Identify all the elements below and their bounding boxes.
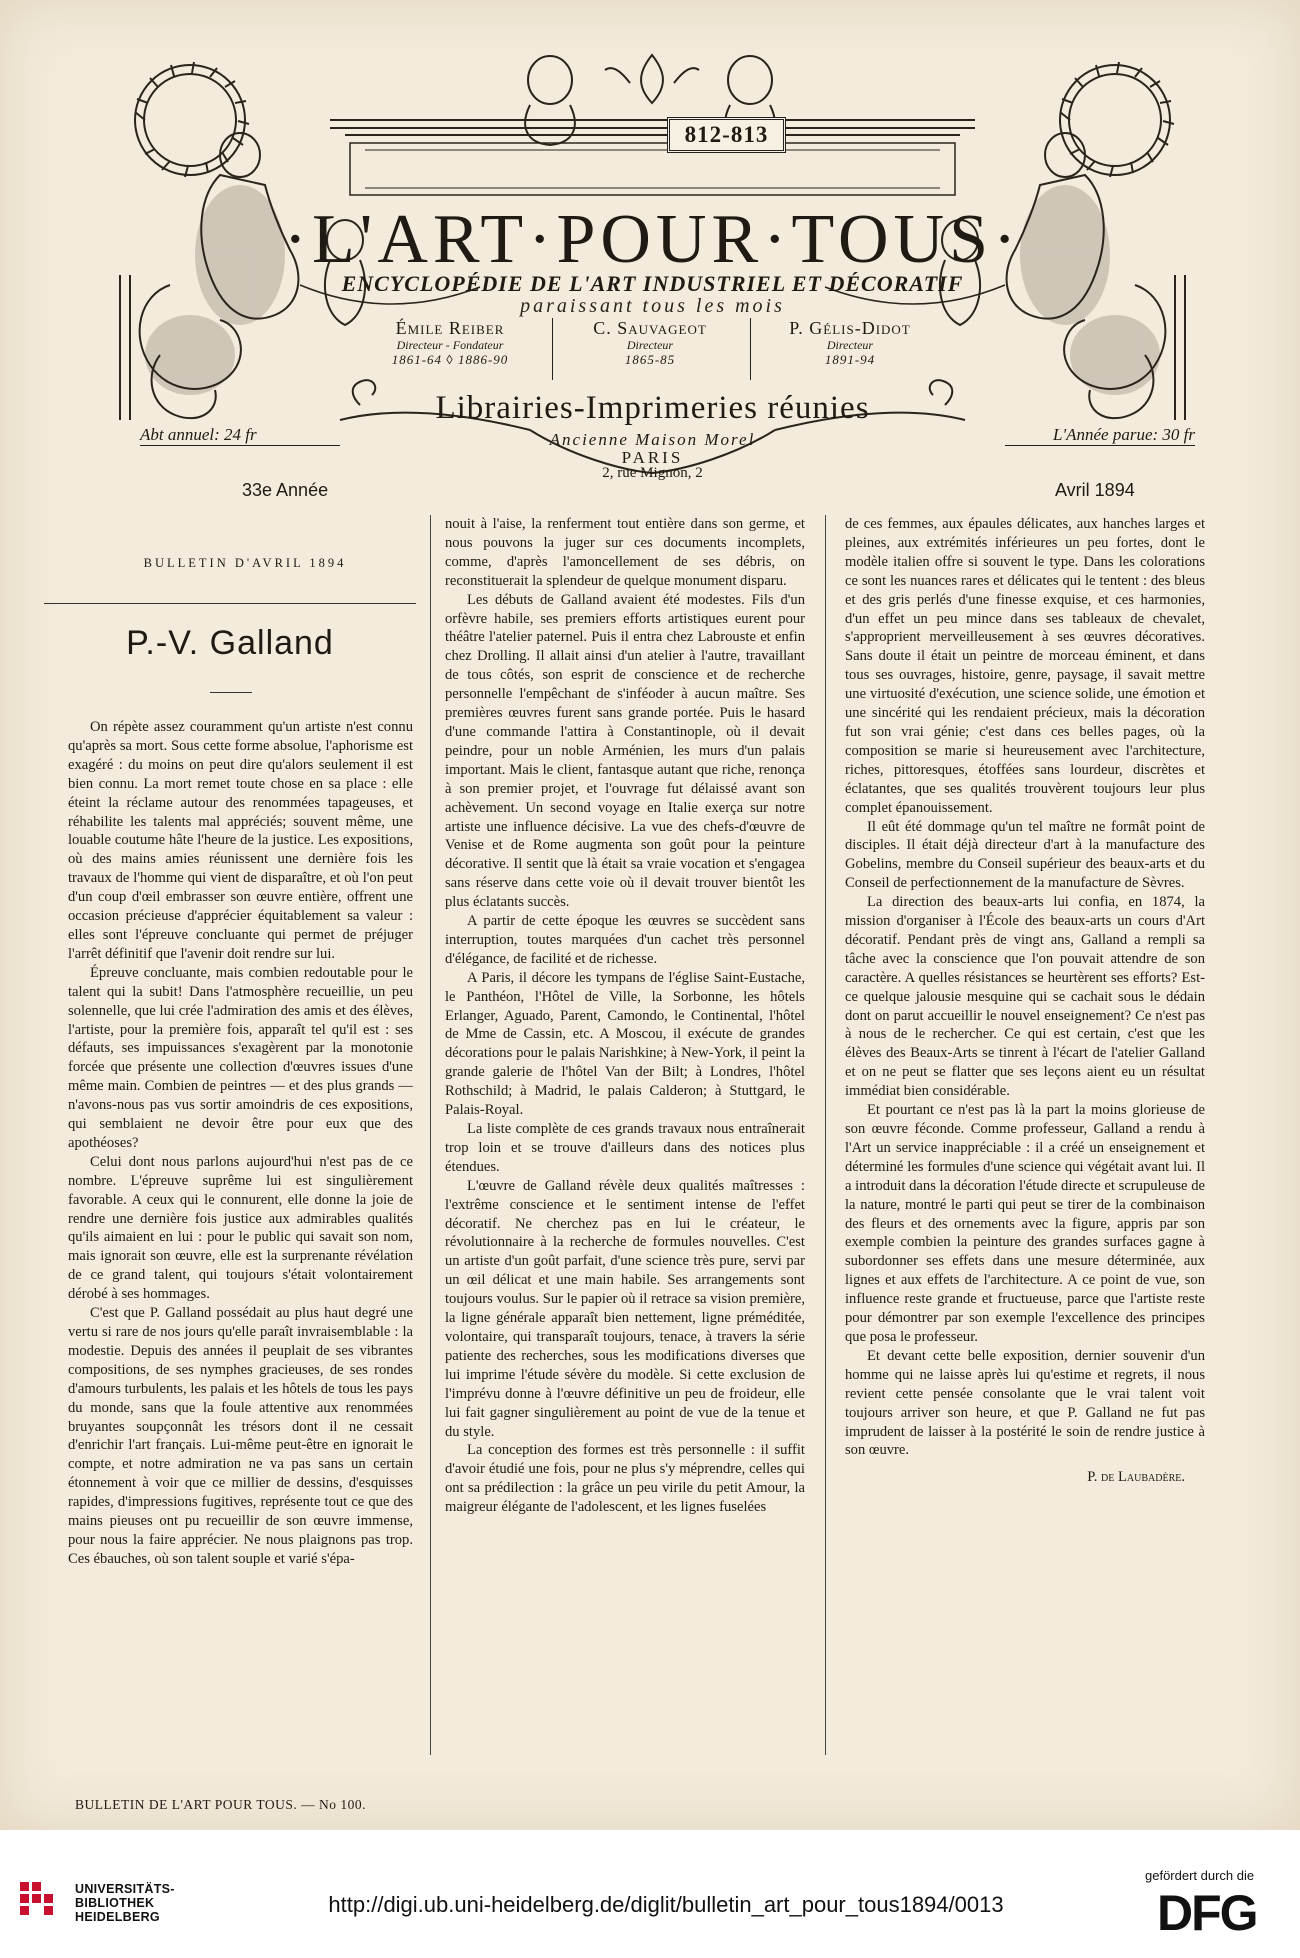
title-ornament-rule (210, 692, 252, 693)
director-years: 1891-94 (824, 352, 876, 367)
dfg-logo-text: DFG (1157, 1888, 1257, 1934)
volume-year: 33e Année (242, 480, 329, 500)
director-years: 1865-85 (624, 352, 676, 367)
viewer-footer-bar (0, 1830, 1300, 1958)
bulletin-heading: BULLETIN D'AVRIL 1894 (143, 556, 347, 570)
paragraph: La liste complète de ces grands travaux nous entraînerait trop loin et se trouve d'ailleurs dans des notices plus étendues. (445, 1121, 805, 1175)
journal-subtitle: ENCYCLOPÉDIE DE L'ART INDUSTRIEL ET DÉCORATIF (341, 271, 964, 296)
issue-date: Avril 1894 (1055, 480, 1135, 500)
director-role: Directeur (626, 338, 674, 352)
masthead (100, 25, 1205, 500)
directors-block (355, 318, 945, 388)
column-rule (430, 515, 431, 1755)
director-reiber (355, 318, 545, 368)
publisher-name: Librairies-Imprimeries réunies (435, 390, 870, 426)
article-title: P.-V. Galland (126, 624, 334, 662)
periodicity-line: paraissant tous les mois (520, 295, 785, 317)
director-role: Directeur (826, 338, 874, 352)
article-column-1 (68, 718, 413, 1569)
journal-title: ·L'ART·POUR·TOUS· (283, 201, 1022, 278)
issue-number-box: 812-813 (667, 117, 786, 153)
university-logo-icon[interactable] (20, 1882, 65, 1920)
publisher-address: 2, rue Mignon, 2 (602, 465, 703, 481)
paragraph: Il eût été dommage qu'un tel maître ne formât point de disciples. Il était déjà directeur d'art à la manufacture des Gobelins, membre du Conseil supérieur des beaux-arts et du Conseil de perfectionnement de la manufacture de Sèvres. (845, 818, 1205, 892)
director-name: P. Gélis-Didot (789, 318, 911, 338)
article-column-2 (445, 515, 805, 1517)
annual-price: Abt annuel: 24 fr (140, 425, 340, 446)
paragraph: La conception des formes est très personnelle : il suffit d'avoir étudié une fois, pour ne plus s'y méprendre, celles qui ont sa prédilection : la grâce un peu virile du petit Amour, la maigreur élégante de l'adolescent, et les lignes fuselées (445, 1442, 805, 1516)
paragraph: Épreuve concluante, mais combien redoutable pour le talent qui la subit! Dans l'atmosphère recueillie, un peu solennelle, que lui crée l'admiration des amis et des élèves, l'artiste, pour la première fois, apparaît tel qu'il est : ses défauts, ses impuissances s'exagèrent par la monotonie forcée que présente une collection d'œuvres issues d'une même main. Combien de peintres — et des plus grands — n'avons-nous pas vus sortir amoindris de ces expositions, qui semblaient ne devoir être pour eux que des apothéoses? (68, 964, 413, 1151)
paragraph: La direction des beaux-arts lui confia, en 1874, la mission d'organiser à l'École des beaux-arts un cours d'Art décoratif. Pendant près de vingt ans, Galland a rempli sa tâche avec la conscience que l'on pouvait attendre de son caractère. A quelles résistances se heurtèrent ses efforts? Est-ce quelque jalousie mesquine qui se cachait sous le dédain dont on parut accueillir le nouvel enseignement? Ce n'est pas à nous de le rechercher. Ce qui est certain, c'est que les élèves des Beaux-Arts se tinrent à l'écart de l'atelier Galland et on ne peut se flatter que ses leçons aient eu un résultat immédiat bien considérable. (845, 894, 1205, 1100)
director-sauvageot (555, 318, 745, 368)
director-divider (552, 318, 553, 380)
past-year-price: L'Année parue: 30 fr (1005, 425, 1195, 446)
paragraph: Celui dont nous parlons aujourd'hui n'est pas de ce nombre. L'épreuve suprême lui est singulièrement favorable. A ceux qui le connurent, elle donne la joie de rendre une dernière fois justice aux admirables qualités qu'ils aimaient en lui : pour le public qui savait son nom, mais ignorait son œuvre, elle est la surprenante révélation de ce grand talent, qui toujours s'était volontairement dérobé à ses hommages. (68, 1153, 413, 1303)
paragraph: nouit à l'aise, la renferment tout entière dans son germe, et nous pouvons la juger sur ces documents incomplets, comme, d'après l'amoncellement de ses débris, on reconstituerait la splendeur de quelque monument disparu. (445, 516, 805, 589)
director-years: 1861-64 ◊ 1886-90 (391, 352, 509, 367)
author-signature: P. de Laubadère. (1087, 1469, 1185, 1486)
page-footer: BULLETIN DE L'ART POUR TOUS. — No 100. (75, 1797, 367, 1812)
director-name: C. Sauvageot (593, 318, 707, 338)
former-house: Ancienne Maison Morel (549, 430, 756, 449)
paragraph: A Paris, il décore les tympans de l'église Saint-Eustache, le Panthéon, l'Hôtel de Ville, la Sorbonne, les hôtels Erlanger, Aguado, Parent, Camondo, le Continental, l'hôtel de Mme de Cassin, etc. A Moscou, il exécute de grandes décorations pour le palais Narishkine; à New-York, il peint la grande galerie de l'hôtel Van der Bilt; à Londres, l'hôtel Rothschild; à Madrid, le palais Calderon; à Stuttgard, le Palais-Royal. (445, 969, 805, 1119)
institution-line: BIBLIOTHEK (75, 1896, 155, 1910)
institution-line: HEIDELBERG (75, 1910, 160, 1924)
paragraph: de ces femmes, aux épaules délicates, aux hanches larges et pleines, aux extrémités inférieures un peu fortes, dont le modèle italien offre si souvent le type. Dans les colorations ce sont les nuances rares et délicates qui le tentent : des bleus et des gris perlés d'une finesse exquise, et ces harmonies, d'un effet un peu mince dans ses tableaux de chevalet, s'approprient merveilleusement à ses œuvres décoratives. Sans doute il était un peintre de morceau éminent, et dans tous ses ouvrages, histoire, genre, paysage, il savait mettre une virtuosité d'exécution, une science solide, une émotion et une sincérité qui les rendaient précieux, mais la décoration fut son vrai génie; c'est dans ces belles pages, où la composition se marie si heureusement avec l'architecture, riches, pittoresques, étoffées sans lourdeur, discrètes et éclatantes, que ses qualités trouvèrent toujours leur plus complet épanouissement. (845, 516, 1205, 816)
director-divider (750, 318, 751, 380)
director-name: Émile Reiber (395, 318, 505, 338)
paragraph: On répète assez couramment qu'un artiste n'est connu qu'après sa mort. Sous cette forme absolue, l'aphorisme est exagéré : du moins on peut dire qu'alors seulement il est bien connu. La mort remet toute chose en sa place : elle éteint la réclame autour des renommées tapageuses, et réhabilite les talents mal appréciés; souvent même, une louable coutume hâte l'heure de la justice. Les expositions, où des mains amies réunissent une dernière fois les travaux de l'homme qui vient de disparaître, et où l'on peut d'un coup d'œil embrasser son œuvre entière, offrent une occasion précieuse d'apprécier équitablement sa valeur : elles sont l'épreuve concluante qui permet de préjuger l'arrêt définitif que l'avenir doit rendre sur lui. (68, 719, 413, 962)
publisher-city: PARIS (621, 448, 684, 467)
director-gelis-didot (755, 318, 945, 368)
dfg-logo-icon[interactable] (1157, 1888, 1285, 1934)
paragraph: Et pourtant ce n'est pas là la part la moins glorieuse de son œuvre féconde. Comme professeur, Galland a rendu à l'Art un service inappréciable : il a créé un enseignement et déterminé les formules d'une science qui végétait avant lui. Il a introduit dans la décoration l'étude directe et scrupuleuse de la nature, montré le parti qui peut se tirer de la combinaison des fleurs et des ornements avec la figure, appris par son exemple combien la peinture des grandes surfaces gagne à subordonner ses effets dans une mesure déterminée, aux lignes et aux effets de l'architecture. A ce point de vue, son influence reste grande et fructueuse, parce que l'artiste reste pour démontrer par son exemple l'excellence des principes que posa le professeur. (845, 1102, 1205, 1345)
director-role: Directeur - Fondateur (396, 338, 504, 352)
funding-caption: gefördert durch die (1145, 1868, 1255, 1883)
institution-name (75, 1882, 175, 1924)
paragraph: Et devant cette belle exposition, dernier souvenir d'un homme qui ne laisse après lui qu'estime et regrets, il nous revient cette pensée consolante que le vrai talent voit toujours arriver son heure, et que P. Galland ne fut pas imprudent de laisser à la postérité le soin de rendre justice à son œuvre. (845, 1347, 1205, 1459)
institution-line: UNIVERSITÄTS- (75, 1882, 175, 1896)
article-column-3 (845, 515, 1205, 1487)
permalink-url[interactable]: http://digi.ub.uni-heidelberg.de/diglit/bulletin_art_pour_tous1894/0013 (328, 1892, 1004, 1917)
paragraph: A partir de cette époque les œuvres se succèdent sans interruption, toutes marquées d'un cachet très personnel d'élégance, de facilité et de richesse. (445, 913, 805, 967)
heading-rule (44, 603, 416, 604)
paragraph: Les débuts de Galland avaient été modestes. Fils d'un orfèvre habile, ses premiers efforts artistiques eurent pour théâtre l'atelier paternel. Puis il entra chez Labrouste et enfin chez Drolling. Il allait ainsi d'un atelier à l'autre, travaillant de tous côtés, son esprit de conscience et de recherche personnelle l'empêchant de s'inféoder à aucun maître. Ses premières œuvres furent sans grande portée. Puis le hasard d'une commande l'attira à Constantinople, où il devait peindre, pour un noble Arménien, les murs d'un palais important. Mais le client, fantasque autant que riche, renonça à son premier projet, et l'ouvrage fut délaissé avant son achèvement. Un second voyage en Italie exerça sur notre artiste une influence décisive. La vue des chefs-d'œuvre de Venise et de Rome augmenta son goût pour la peinture décorative. Il sentit que là était sa vraie vocation et s'engagea sans réserve dans cette voie où il devait trouver bientôt les plus éclatants succès. (445, 591, 805, 911)
paragraph: L'œuvre de Galland révèle deux qualités maîtresses : l'extrême conscience et le sentiment intense de l'effet décoratif. Ne cherchez pas en lui le créateur, le révolutionnaire à la recherche de formules nouvelles. C'est un artiste d'un goût parfait, d'une science très pure, servi par un œil délicat et une main habile. Ses arrangements sont toujours voulus. Sur le papier où il retrace sa vision première, la ligne générale apparaît bien nettement, ligne préméditée, volontaire, qui transparaît toujours, tenace, à travers la série patiente des recherches, sous les modifications diverses que lui imprime l'étude sévère du modèle. Si cette exclusion de l'imprévu donne à l'œuvre définitive un peu de froideur, elle lui fait gagner singulièrement au point de vue de la tenue et du style. (445, 1177, 805, 1440)
column-rule (825, 515, 826, 1755)
paragraph: C'est que P. Galland possédait au plus haut degré une vertu si rare de nos jours qu'elle paraît invraisemblable : la modestie. Depuis des années il peuplait de ses vibrantes compositions, de ses nymphes gracieuses, de ses rondes d'amours turbulents, les palais et les hôtels de tous les pays du monde, sans que la foule attentive aux renommées bruyantes soupçonnât les trésors dont il ne cessait d'enrichir l'art français. Lui-même peut-être en ignorait le compte, et notre admiration ne va pas sans un certain étonnement à voir que ce millier de dessins, d'esquisses rapides, d'impressions fugitives, représente tout ce que des mains pieuses ont pu recueillir de son œuvre immense, pour nous la faire apprécier. Ne nous plaignons pas trop. Ces ébauches, où son talent souple et varié s'épa- (68, 1305, 413, 1567)
